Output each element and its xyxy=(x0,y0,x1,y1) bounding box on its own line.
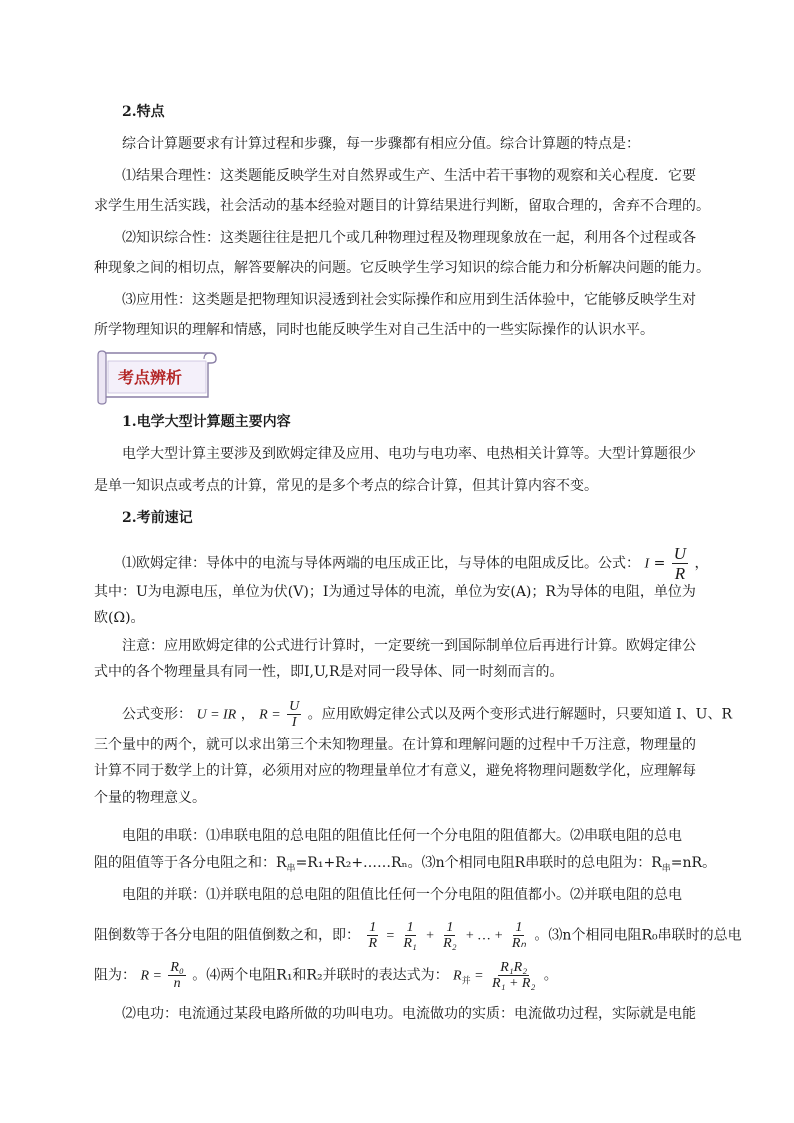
series-text-b: =R₁+R₂+……Rₙ。⑶n个相同电阻R串联时的总电阻为：R xyxy=(295,855,662,871)
variant-line-1 xyxy=(122,699,732,730)
fraction-denominator: Rₙ xyxy=(511,936,526,951)
parallel-dots: + … + xyxy=(465,928,504,944)
variant-separator: ， xyxy=(240,706,255,723)
fraction-denominator: R₂ xyxy=(443,936,457,951)
variant-formula-2-lhs: R = xyxy=(259,707,281,723)
parallel-text-a: 阻倒数等于各分电阻的阻值倒数之和，即： xyxy=(94,927,360,944)
parallel-fraction-r1 xyxy=(401,920,418,951)
parallel-line-3 xyxy=(94,960,706,991)
ohm-law-line-2: 其中：U为电源电压，单位为伏(V)；I为通过导体的电流，单位为安(A)；R为导体的电阻，单位为 xyxy=(94,584,696,600)
parallel-line-2 xyxy=(94,920,742,951)
fraction-numerator: 1 xyxy=(515,920,523,935)
paragraph-3-line-1: ⑶应用性：这类题是把物理知识浸透到社会实际操作和应用到生活体验中，它能够反映学生对 xyxy=(122,292,696,308)
parallel-two-fraction xyxy=(490,960,537,991)
series-line-2 xyxy=(94,853,717,879)
parallel-text-c: 阻为： xyxy=(94,967,136,984)
note-line-2: 式中的各个物理量具有同一性，即I,U,R是对同一段导体、同一时刻而言的。 xyxy=(94,664,564,680)
ohm-law-line-3: 欧(Ω)。 xyxy=(94,610,145,626)
electric-work-line-1: ⑵电功：电流通过某段电路所做的功叫电功。电流做功的实质：电流做功过程，实际就是电能 xyxy=(122,1006,696,1022)
variant-formula-1: U = IR xyxy=(196,707,237,723)
series-line-1: 电阻的串联：⑴串联电阻的总电阻的阻值比任何一个分电阻的阻值都大。⑵串联电阻的总电 xyxy=(122,828,682,844)
main-content-line-2: 是单一知识点或考点的计算，常见的是多个考点的综合计算，但其计算内容不变。 xyxy=(94,478,598,494)
series-text-a: 阻的阻值等于各分电阻之和：R xyxy=(94,855,287,871)
fraction-denominator: n xyxy=(173,976,181,991)
fraction-numerator: 1 xyxy=(406,920,414,935)
parallel-line-1: 电阻的并联：⑴并联电阻的总电阻的阻值比任何一个分电阻的阻值都小。⑵并联电阻的总电 xyxy=(122,887,682,903)
paragraph-1-line-2: 求学生用生活实践，社会活动的基本经验对题目的计算结果进行判断，留取合理的，舍弃不合理的。 xyxy=(94,198,710,214)
variant-denominator: I xyxy=(291,715,297,730)
note-line-1: 注意：应用欧姆定律的公式进行计算时，一定要统一到国际制单位后再进行计算。欧姆定律公 xyxy=(122,638,696,654)
parallel-equals: = xyxy=(385,928,395,944)
parallel-fraction-total xyxy=(366,920,379,951)
ohm-law-line-1 xyxy=(122,544,709,583)
variant-prefix: 公式变形： xyxy=(122,706,192,723)
parallel-n-lhs: R = xyxy=(140,968,162,984)
paragraph-3-line-2: 所学物理知识的理解和情感，同时也能反映学生对自己生活中的一些实际操作的认识水平。 xyxy=(94,322,654,338)
variant-line-3: 计算不同于数学上的计算，必须用对应的物理量单位才有意义，避免将物理问题数学化，应理解每 xyxy=(94,763,696,779)
variant-numerator: U xyxy=(289,699,300,714)
section-title-main-content: 1.电学大型计算题主要内容 xyxy=(122,414,291,430)
banner-title: 考点辨析 xyxy=(117,368,182,387)
parallel-fraction-rn xyxy=(510,920,528,951)
section-banner xyxy=(94,349,218,405)
parallel-text-b: 。⑶n个相同电阻R₀串联时的总电 xyxy=(534,927,742,944)
ohm-formula-numerator: U xyxy=(673,544,687,563)
parallel-plus: + xyxy=(425,928,435,944)
ohm-formula-I: I xyxy=(644,556,650,572)
parallel-two-lhs: R xyxy=(453,968,462,984)
fraction-denominator: R xyxy=(368,936,378,951)
parallel-n-fraction xyxy=(168,960,185,991)
variant-tail: 。应用欧姆定律公式以及两个变形式进行解题时，只要知道 I、U、R xyxy=(307,706,732,723)
parallel-two-equals: = xyxy=(470,968,484,984)
parallel-subscript: 并 xyxy=(461,976,471,987)
ohm-law-text: ⑴欧姆定律：导体中的电流与导体两端的电压成正比，与导体的电阻成反比。公式： xyxy=(122,555,640,572)
paragraph-2-line-1: ⑵知识综合性：这类题往往是把几个或几种物理过程及物理现象放在一起，利用各个过程或各 xyxy=(122,230,696,246)
paragraph-1-line-1: ⑴结果合理性：这类题能反映学生对自然界或生产、生活中若干事物的观察和关心程度．它要 xyxy=(122,168,696,184)
paragraph-intro: 综合计算题要求有计算过程和步骤，每一步骤都有相应分值。综合计算题的特点是： xyxy=(122,136,640,152)
series-text-c: =nR。 xyxy=(670,855,717,871)
ohm-formula-denominator: R xyxy=(674,564,686,583)
fraction-numerator: 1 xyxy=(369,920,377,935)
series-subscript: 串 xyxy=(286,863,296,874)
fraction-numerator: R₁R₂ xyxy=(500,960,528,975)
ohm-formula-comma: ， xyxy=(694,555,709,572)
variant-line-4: 个量的物理意义。 xyxy=(94,790,206,806)
paragraph-2-line-2: 种现象之间的相切点，解答要解决的问题。它反映学生学习知识的综合能力和分析解决问题的能力。 xyxy=(94,260,710,276)
parallel-text-e: 。 xyxy=(543,967,558,984)
fraction-denominator: R₁ xyxy=(403,936,417,951)
ohm-formula-equals: = xyxy=(653,555,666,572)
fraction-numerator: 1 xyxy=(446,920,454,935)
fraction-numerator: R₀ xyxy=(170,960,184,975)
main-content-line-1: 电学大型计算主要涉及到欧姆定律及应用、电功与电功率、电热相关计算等。大型计算题很少 xyxy=(122,446,696,462)
variant-formula-2-fraction xyxy=(287,699,301,730)
fraction-denominator: R₁ + R₂ xyxy=(492,976,536,991)
ohm-formula-fraction xyxy=(672,544,688,583)
section-title-quick-notes: 2.考前速记 xyxy=(122,510,193,526)
parallel-fraction-r2 xyxy=(441,920,458,951)
parallel-text-d: 。⑷两个电阻R₁和R₂并联时的表达式为： xyxy=(192,967,449,984)
series-subscript-2: 串 xyxy=(661,863,671,874)
section-title-features: 2.特点 xyxy=(122,104,165,120)
variant-line-2: 三个量中的两个，就可以求出第三个未知物理量。在计算和理解问题的过程中千万注意，物理量的 xyxy=(94,737,696,753)
